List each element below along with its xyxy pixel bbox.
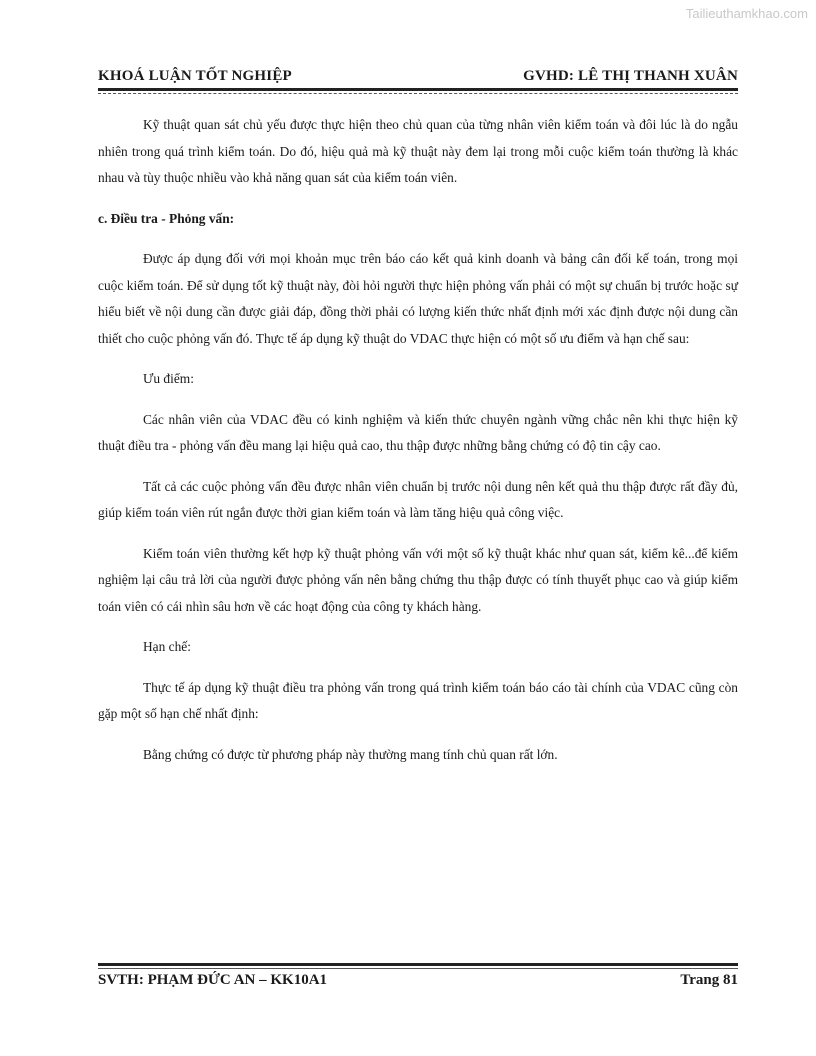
supervisor-name: GVHD: LÊ THỊ THANH XUÂN [523,68,738,84]
student-name: SVTH: PHẠM ĐỨC AN – KK10A1 [98,972,328,988]
page-number: Trang 81 [680,972,738,988]
document-body [98,112,738,782]
paragraph: Được áp dụng đối với mọi khoản mục trên báo cáo kết quả kinh doanh và bảng cân đối kế toán, trong mọi cuộc kiểm toán. Để sử dụng tốt kỹ thuật này, đòi hỏi người thực hiện phỏng vấn phải có một sự chuẩn bị trước hoặc sự hiểu biết về nội dung cần được giải đáp, đồng thời phải có lượng kiến thức nhất định mới xác định được nội dung cần thiết cho cuộc phỏng vấn đó. Thực tế áp dụng kỹ thuật do VDAC thực hiện có một số ưu điểm và hạn chế sau: [98,251,738,346]
section-heading: c. Điều tra - Phỏng vấn: [98,210,235,226]
paragraph: Các nhân viên của VDAC đều có kinh nghiệm và kiến thức chuyên ngành vững chắc nên khi thực hiện kỹ thuật điều tra - phỏng vấn đều mang lại hiệu quả cao, thu thập được những bằng chứng có độ tin cậy cao. [98,411,738,453]
page-footer [98,972,738,989]
paragraph: Bằng chứng có được từ phương pháp này thường mang tính chủ quan rất lớn. [143,746,558,762]
subheading-advantages: Ưu điểm: [143,371,194,386]
subheading-limitations: Hạn chế: [143,639,191,654]
paragraph: Kiểm toán viên thường kết hợp kỹ thuật phỏng vấn với một số kỹ thuật khác như quan sát, kiểm kê...để kiểm nghiệm lại câu trả lời của người được phỏng vấn nên bằng chứng thu thập được có tính thuyết phục cao và giúp kiểm toán viên có cái nhìn sâu hơn về các hoạt động của công ty khách hàng. [98,545,738,614]
paragraph: Kỹ thuật quan sát chủ yếu được thực hiện theo chủ quan của từng nhân viên kiểm toán và đôi lúc là do ngẫu nhiên trong quá trình kiểm toán. Do đó, hiệu quả mà kỹ thuật này đem lại trong mỗi cuộc kiểm toán thường là khác nhau và tùy thuộc nhiều vào khả năng quan sát của kiểm toán viên. [98,117,738,185]
page-header [98,68,738,85]
footer-rule [98,963,738,969]
header-rule [98,88,738,94]
thesis-title: KHOÁ LUẬN TỐT NGHIỆP [98,68,292,84]
watermark-text: Tailieuthamkhao.com [685,6,808,21]
paragraph: Tất cả các cuộc phỏng vấn đều được nhân viên chuẩn bị trước nội dung nên kết quả thu thập được rất đầy đủ, giúp kiểm toán viên rút ngắn được thời gian kiểm toán và làm tăng hiệu quả công việc. [98,478,738,520]
paragraph: Thực tế áp dụng kỹ thuật điều tra phỏng vấn trong quá trình kiểm toán báo cáo tài chính của VDAC cũng còn gặp một số hạn chế nhất định: [98,679,738,721]
